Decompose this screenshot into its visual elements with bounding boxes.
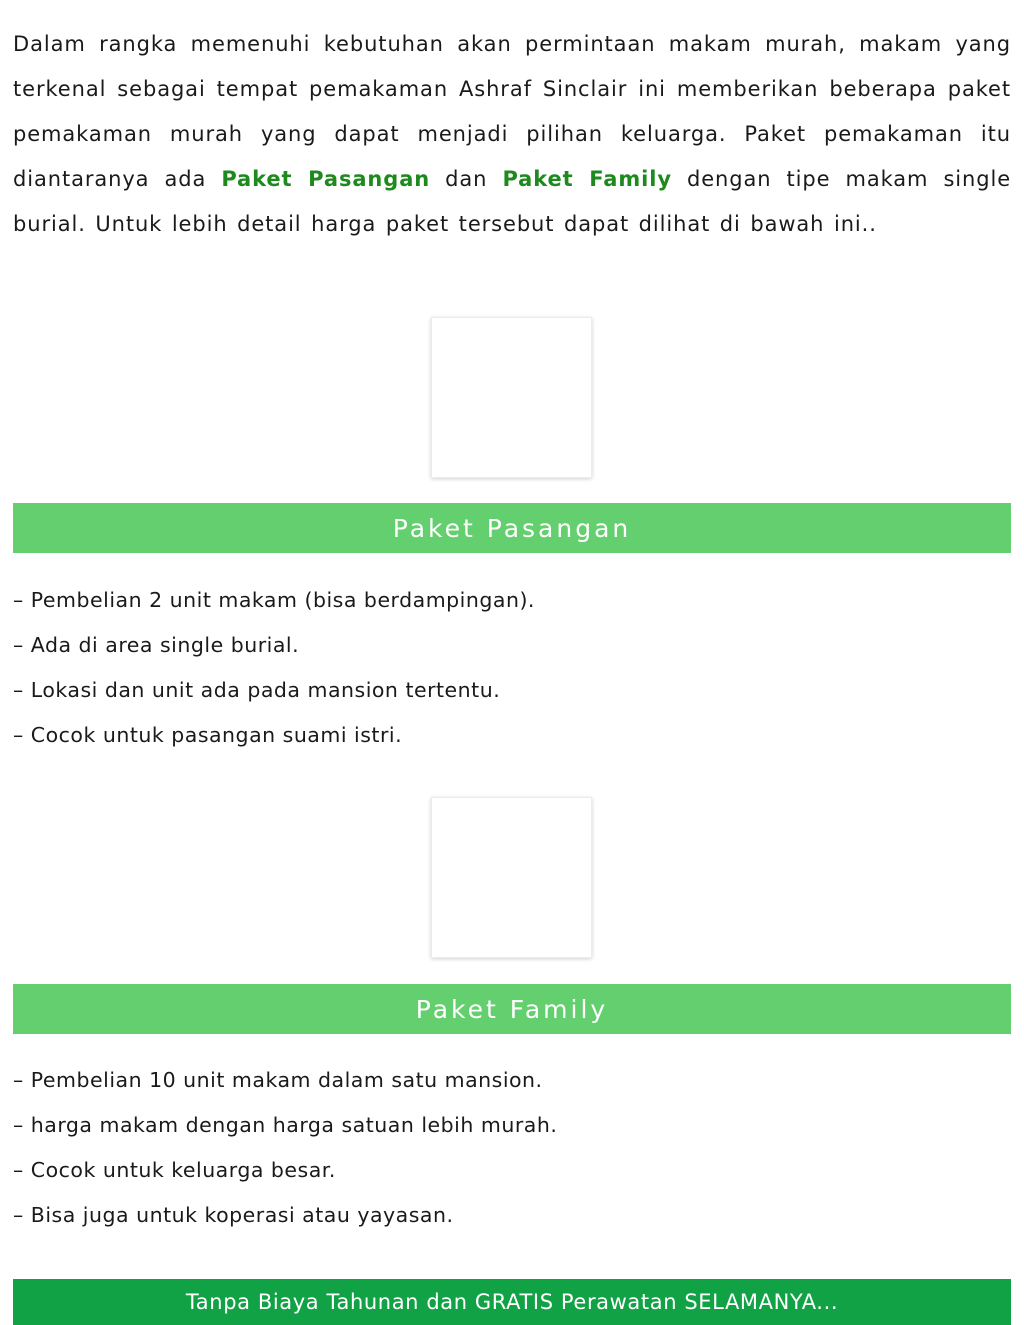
- highlight-paket-family: Paket Family: [502, 167, 672, 191]
- list-item: – Pembelian 2 unit makam (bisa berdampingan).: [13, 578, 1011, 623]
- list-item: – harga makam dengan harga satuan lebih murah.: [13, 1103, 1011, 1148]
- list-item: – Cocok untuk pasangan suami istri.: [13, 713, 1011, 758]
- list-item: – Cocok untuk keluarga besar.: [13, 1148, 1011, 1193]
- list-item: – Ada di area single burial.: [13, 623, 1011, 668]
- list-item: – Lokasi dan unit ada pada mansion tertentu.: [13, 668, 1011, 713]
- highlight-paket-pasangan: Paket Pasangan: [221, 167, 431, 191]
- paket-family-title: Paket Family: [415, 994, 609, 1024]
- paket-family-image[interactable]: [431, 797, 592, 958]
- paket-pasangan-heading: [13, 503, 1011, 553]
- intro-paragraph: [13, 22, 1011, 247]
- list-item: – Bisa juga untuk koperasi atau yayasan.: [13, 1193, 1011, 1238]
- list-item: – Pembelian 10 unit makam dalam satu mansion.: [13, 1058, 1011, 1103]
- footer-banner-text: Tanpa Biaya Tahunan dan GRATIS Perawatan SELAMANYA...: [185, 1290, 839, 1314]
- paket-family-heading: [13, 984, 1011, 1034]
- paket-family-features: [13, 1058, 1011, 1238]
- paket-pasangan-image[interactable]: [431, 317, 592, 478]
- paket-pasangan-title: Paket Pasangan: [392, 513, 632, 543]
- footer-banner[interactable]: [13, 1279, 1011, 1325]
- intro-text-after: dengan tipe makam single burial. Untuk lebih detail harga paket tersebut dapat dilihat di bawah ini..: [13, 167, 1012, 236]
- paket-pasangan-features: [13, 578, 1011, 758]
- intro-text-before: Dalam rangka memenuhi kebutuhan akan permintaan makam murah, makam yang terkenal sebagai tempat pemakaman Ashraf Sinclair ini memberikan beberapa paket pemakaman murah yang dapat menjadi pilihan keluarga. Paket pemakaman itu diantaranya ada: [13, 32, 1011, 191]
- intro-text-mid: dan: [430, 167, 503, 191]
